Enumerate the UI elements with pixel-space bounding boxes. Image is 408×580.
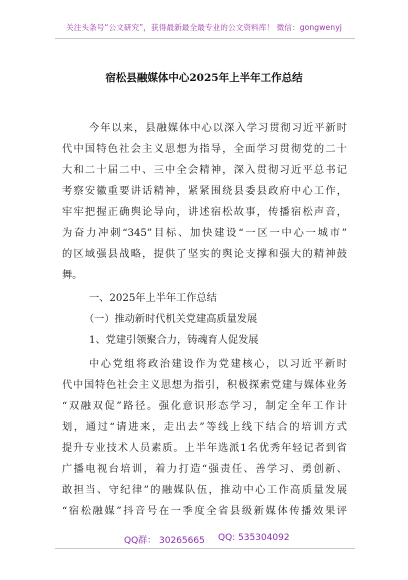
body-line: 考察安徽重要讲话精神，紧紧围绕县委县政府中心工作，: [62, 186, 347, 197]
body-line: 划，通过“请进来，走出去”等线上线下结合的培训方式: [62, 422, 347, 433]
body-line: 大和二十届二中、三中全会精神，深入贯彻习近平总书记: [62, 165, 347, 176]
document-title: 宿松县融媒体中心2025年上半年工作总结: [105, 72, 303, 84]
item-heading: 1、党建引领聚合力，铸魂育人促发展: [89, 335, 259, 346]
body-line: 今年以来，县融媒体中心以深入学习贯彻习近平新时: [89, 123, 347, 134]
header-divider: [55, 38, 355, 39]
body-line: 提升专业技术人员素质。上半年选派1名优秀年轻记者到省: [62, 443, 347, 454]
body-line: “宿松融媒”抖音号在一季度全省县级新媒体传播效果评: [62, 506, 347, 517]
subsection-heading: （一）推动新时代机关党建高质量发展: [84, 314, 258, 325]
header-banner: 关注头条号“公文研究”，获得最新最全最专业的公文资料库！ 微信：gongwenyj: [66, 23, 342, 32]
body-line: 中心党组将政治建设作为党建核心，以习近平新时: [89, 359, 347, 370]
body-line: 代中国特色社会主义思想为指导，全面学习贯彻党的二十: [62, 144, 347, 155]
footer-qq-group: QQ群： 30265665: [124, 536, 205, 546]
body-line: “双融双促”路径。强化意识形态学习，制定全年工作计: [62, 401, 347, 412]
body-line: 敢担当、守纪律”的融媒队伍，推动中心工作高质量发展: [62, 485, 347, 496]
body-line: 舞。: [62, 270, 83, 281]
footer-divider: [55, 548, 355, 549]
section-heading: 一、2025年上半年工作总结: [89, 293, 217, 304]
body-line: 的区域强县战略，提供了坚实的舆论支撑和强大的精神鼓: [62, 249, 347, 260]
body-line: 代中国特色社会主义思想为指引，积极探索党建与媒体业务: [62, 380, 347, 391]
body-line: 牢牢把握正确舆论导向，讲述宿松故事，传播宿松声音，: [62, 207, 347, 218]
body-line: 为奋力冲刺“345”目标、加快建设“一区一中心一城市”: [62, 228, 347, 239]
footer-qq-number: QQ: 535304092: [218, 533, 290, 543]
body-line: 广播电视台培训，着力打造“强责任、善学习、勇创新、: [62, 464, 347, 475]
